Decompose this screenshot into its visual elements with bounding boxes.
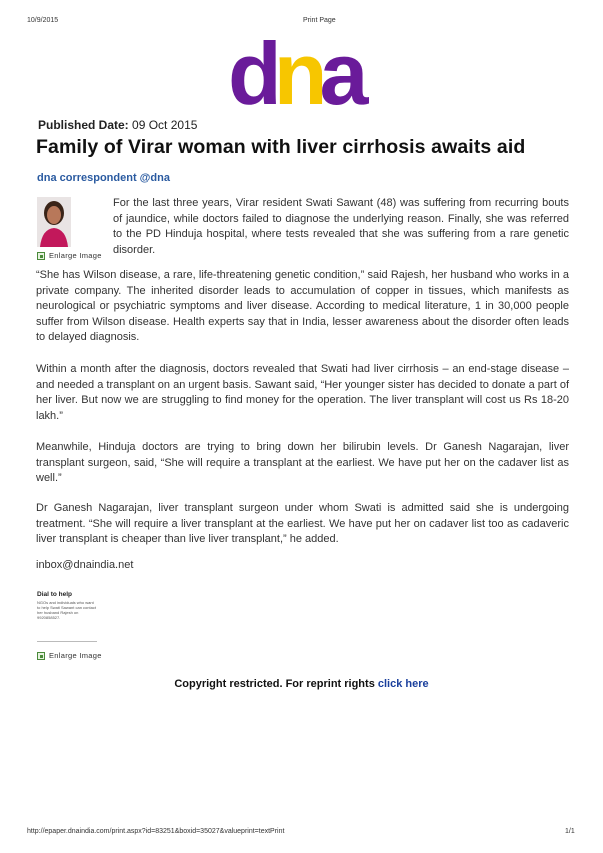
article-headline: Family of Virar woman with liver cirrhosis awaits aid — [36, 136, 526, 158]
enlarge-icon — [37, 652, 45, 660]
published-date — [38, 118, 197, 132]
dna-logo — [228, 36, 378, 110]
footer-url: http://epaper.dnaindia.com/print.aspx?id=83251&boxid=35027&valueprint=textPrint — [27, 828, 285, 835]
article-photo — [37, 197, 71, 247]
enlarge-icon — [37, 252, 45, 260]
print-date: 10/9/2015 — [27, 17, 59, 24]
enlarge-label: Enlarge Image — [49, 651, 102, 660]
reprint-rights-link[interactable]: click here — [377, 678, 429, 690]
page-number: 1/1 — [565, 828, 575, 835]
copyright-text: Copyright restricted. For reprint rights — [174, 678, 375, 690]
byline: dna correspondent @dna — [37, 172, 170, 184]
dial-text: NGOs and individuals who want to help Swati Sawant can contact her husband Rajesh on 9920858527. — [37, 600, 96, 620]
paragraph-5: Dr Ganesh Nagarajan, liver transplant surgeon under whom Swati is admitted said she is undergoing treatment. “She will require a liver transplant at the earliest. We have put her on cadaver list too as cadaveric liver transplant is cheaper than live liver transplant,” he added. — [36, 502, 569, 545]
paragraph-3: Within a month after the diagnosis, doctors revealed that Swati had liver cirrhosis – an end-stage disease – and needed a transplant on an urgent basis. Sawant said, “Her younger sister has decided to donate a part of her liver. But now we are struggling to find money for the operation. The liver transplant will cost us Rs 18-20 lakh.” — [36, 363, 569, 422]
dial-title: Dial to help — [37, 591, 73, 598]
dial-to-help-box — [37, 591, 97, 642]
paragraph-4: Meanwhile, Hinduja doctors are trying to bring down her bilirubin levels. Dr Ganesh Nagarajan, liver transplant surgeon, said, “She will require a transplant at the earliest. We have put her on the cadaver list as well.” — [36, 441, 569, 484]
dna-logo-text: dna — [228, 36, 361, 110]
published-label: Published Date: — [38, 118, 129, 132]
print-page-title: Print Page — [303, 17, 336, 24]
enlarge-image-link-2[interactable] — [37, 651, 102, 660]
paragraph-2: “She has Wilson disease, a rare, life-threatening genetic condition,” said Rajesh, her husband who works in a private company. The inherited disorder leads to accumulation of copper in tissues, which manifests as neurological or psychiatric symptoms and liver disease. According to medical literature, 1 in 30,000 people suffer from Wilson disease. Health experts say that in India, lesser awareness about the disorder often leads to delayed diagnosis. — [36, 269, 569, 343]
portrait-image — [37, 197, 71, 247]
enlarge-image-link-1[interactable] — [37, 251, 102, 260]
published-value: 09 Oct 2015 — [132, 118, 198, 132]
email-contact: inbox@dnaindia.net — [36, 559, 134, 571]
enlarge-label: Enlarge Image — [49, 251, 102, 260]
copyright-notice — [0, 678, 603, 690]
paragraph-1: For the last three years, Virar resident Swati Sawant (48) was suffering from recurring bouts of jaundice, while doctors failed to diagnose the underlying reason. Finally, she was referred to the PD Hinduja hospital, where tests revealed that she was suffering from a rare genetic disorder. — [113, 197, 569, 256]
